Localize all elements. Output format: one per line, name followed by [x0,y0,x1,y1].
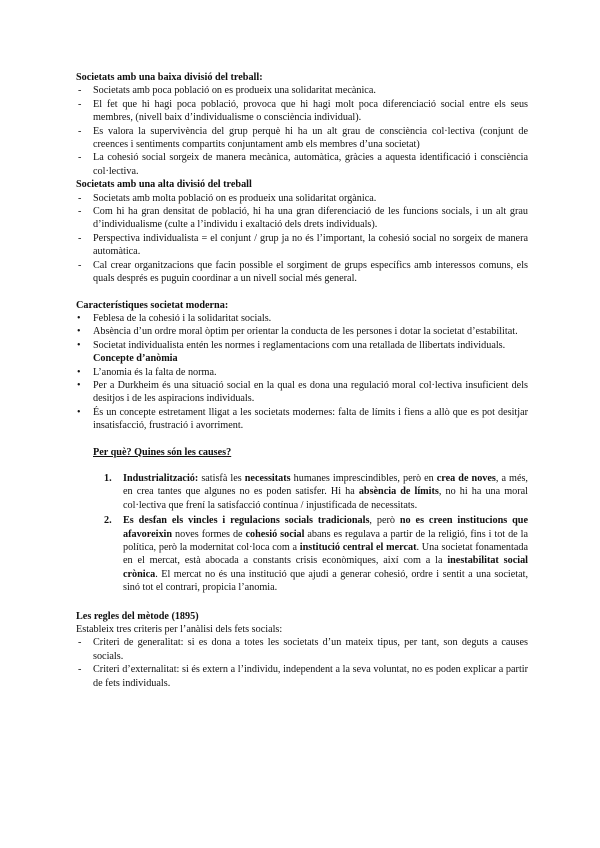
list-item: - Es valora la supervivència del grup perquè hi ha un alt grau de consciència col·lectiva (conjunt de creences i sentiments compartits conjuntament amb els membres d’una societat) [76,125,528,152]
list-item: - Com hi ha gran densitat de població, hi ha una gran diferenciació de les funcions socials, i un alt grau d’individualisme (culte a l’individu i exaltació dels drets individuals). [76,205,528,232]
section-heading-high-division: Societats amb una alta divisió del treball [76,179,252,191]
section-heading-low-division: Societats amb una baixa divisió del treball: [76,72,263,83]
rules-list [76,636,528,690]
document-page [76,71,528,690]
rules-intro: Estableix tres criteris per l’anàlisi dels fets socials: [76,624,283,636]
list-item: - Criteri d’externalitat: si és extern a l’individu, independent a la seva voluntat, no es poden explicar a partir de fets individuals. [76,663,528,690]
bold-run: inestabilitat social crònica [123,555,528,580]
list-item: - Criteri de generalitat: si es dona a totes les societats d’un mateix tipus, per tant, son deguts a causes socials. [76,636,528,663]
section-heading-rules-method: Les regles del mètode (1895) [76,610,199,622]
text-run: humanes imprescindibles, però en [290,472,437,484]
list-item: • Absència d’un ordre moral òptim per orientar la conducta de les persones i dotar la societat d’estabilitat. [76,325,528,338]
list-item: - Cal crear organitzacions que facin possible el sorgiment de grups específics amb interessos comuns, els quals després es puguin coordinar a un nivell social més general. [76,259,528,286]
low-division-list [76,84,528,178]
list-item: • L’anomia és la falta de norma. [76,366,528,379]
list-item: • Societat individualista entén les normes i reglamentacions com una retallada de llibertats individuals. [76,339,528,352]
bold-run: cohesió social [245,528,305,540]
section-heading-modern-society: Característiques societat moderna: [76,299,229,311]
text-run: abans es regulava a partir de la religió, fins i tot de la política, però la modernitat col·loca com a [123,528,528,553]
cause-item-traditional-bonds [76,514,528,594]
text-run: satisfà les [198,472,245,484]
cause-item-industrialization [76,472,528,512]
spacer [76,286,528,299]
spacer [76,433,528,446]
list-number: 1. [104,472,112,484]
bold-run: no es creen institucions que afavoreixin [123,515,528,540]
text-run: , a més, en crea tantes que algunes no es poden satisfer. Hi ha [123,472,528,498]
cause-lead: Es desfan els vincles i regulacions socials tradicionals [123,515,370,527]
causes-list [76,472,528,595]
cause-lead: Industrialització: [123,472,199,484]
list-item: - La cohesió social sorgeix de manera mecànica, automàtica, gràcies a aquesta identificació i consciència col·lectiva. [76,151,528,178]
list-item: - Perspectiva individualista = el conjunt / grup ja no és l’important, la cohesió social no sorgeix de manera automàtica. [76,232,528,259]
anomia-list [76,366,528,433]
bold-run: institució central el mercat [299,542,417,553]
text-run: . El mercat no és una institució que ajudi a generar cohesió, ordre i sentit a una societat, sinó tot el contrari, propicia l’anomia. [123,568,528,594]
anomia-subheading: Concepte d’anòmia [93,353,178,365]
list-item: - Societats amb molta població on es produeix una solidaritat orgànica. [76,192,528,205]
text-run: noves formes de [172,528,246,540]
list-item: • Feblesa de la cohesió i la solidaritat socials. [76,312,528,325]
list-number: 2. [104,515,112,527]
spacer [76,597,528,610]
bold-run: crea de noves [436,472,496,484]
spacer [76,459,528,472]
text-run: . Una societat fonamentada en el mercat, està abocada a constants crisis econòmiques, així com a la [123,542,528,567]
text-run: , no hi ha una moral col·lectiva que frení la satisfacció contínua / injustificada de necessitats. [123,486,528,511]
list-item: • És un concepte estretament lligat a les societats modernes: falta de límits i fiens a allò que es pot desitjar insatisfacció, frustració i avorriment. [76,406,528,433]
list-item: • Per a Durkheim és una situació social en la qual es dona una regulació moral col·lectiva insuficient dels desitjos i de les aspiracions individuals. [76,379,528,406]
high-division-list [76,192,528,286]
text-run: , però [369,515,400,527]
modern-society-list [76,312,528,352]
bold-run: absència de límits [358,486,439,498]
bold-run: necessitats [244,472,291,484]
list-item: - El fet que hi hagi poca població, provoca que hi hagi molt poca diferenciació social entre els seus membres, (nivell baix d’individualisme o consciència individual). [76,98,528,125]
list-item: - Societats amb poca població on es produeix una solidaritat mecànica. [76,84,528,97]
causes-question: Per què? Quines són les causes? [93,446,232,458]
